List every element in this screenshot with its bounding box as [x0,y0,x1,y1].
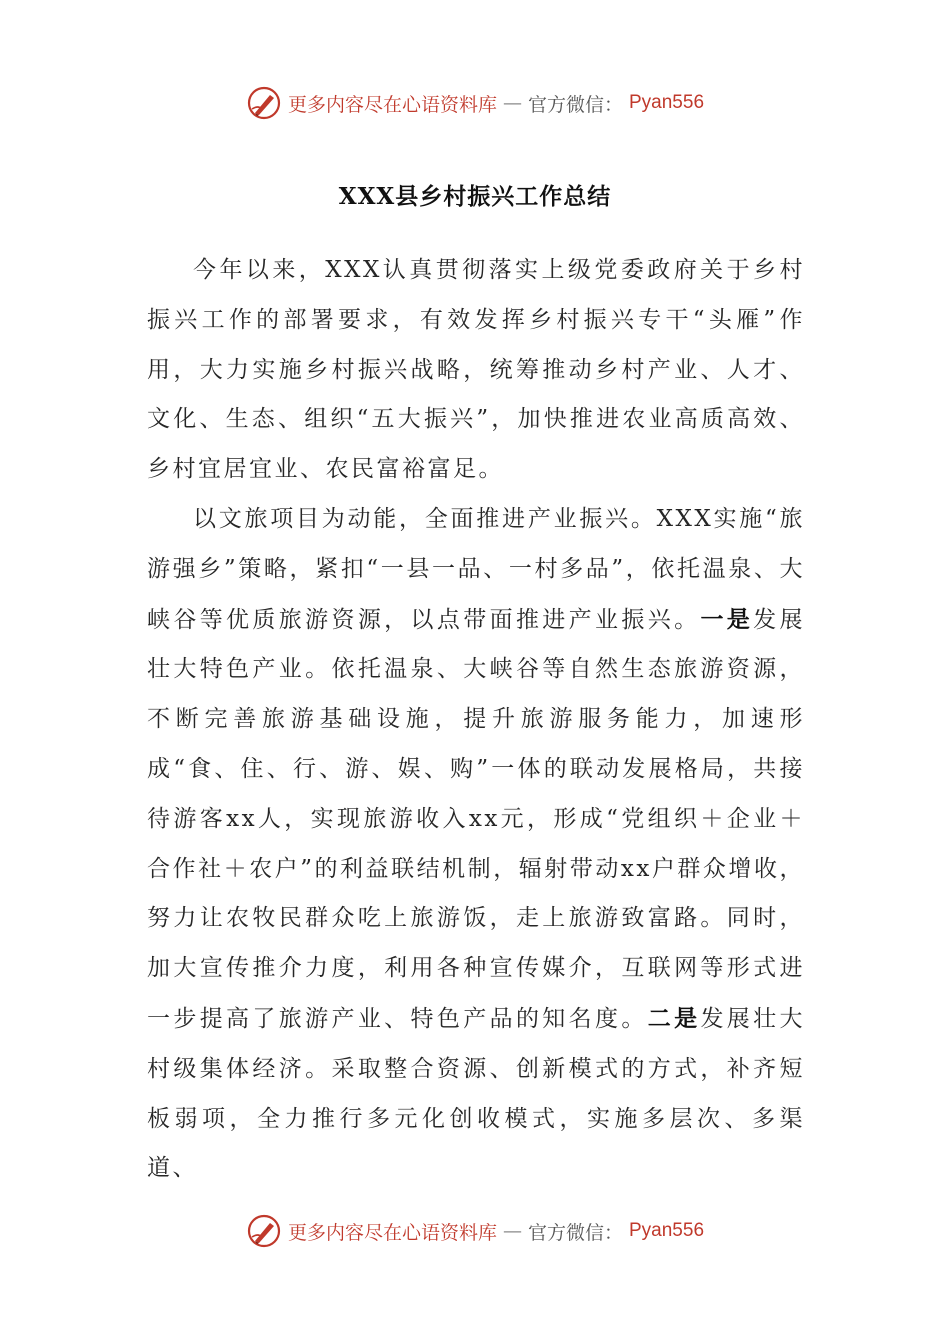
banner-brand-text: 更多内容尽在心语资料库 [287,1221,497,1244]
paragraph-industry-lead: 以文旅项目为动能，全面推进产业振兴。XXX实施“旅游强乡”策略，紧扣“一县一品、一村多品”，依托温泉、大峡谷等优质旅游资源，以点带面推进产业振兴。 [147,505,805,633]
banner-separator: — [502,1220,522,1242]
paragraph-industry [147,495,805,1194]
marker-first: 一是 [700,605,754,633]
banner-wechat-id: Pyan556 [629,92,705,113]
paragraph-industry-second: 发展壮大村级集体经济。采取整合资源、创新模式的方式，补齐短板弱项，全力推行多元化创收模式，实施多层次、多渠道、 [147,1005,806,1182]
footer-banner [0,1211,950,1251]
header-banner [0,83,950,123]
pen-circle-logo-icon [246,1213,282,1249]
banner-wechat-id: Pyan556 [629,1220,705,1241]
banner-wechat-label: 官方微信： [527,93,623,116]
paragraph-intro: 今年以来，XXX认真贯彻落实上级党委政府关于乡村振兴工作的部署要求，有效发挥乡村振兴专干“头雁”作用，大力实施乡村振兴战略，统筹推动乡村产业、人才、文化、生态、组织“五大振兴”，加快推进农业高质高效、乡村宜居宜业、农民富裕富足。 [147,257,805,483]
paragraph-industry-first: 发展壮大特色产业。依托温泉、大峡谷等自然生态旅游资源，不断完善旅游基础设施，提升旅游服务能力，加速形成“食、住、行、游、娱、购”一体的联动发展格局，共接待游客xx人，实现旅游收入xx元，形成“党组织＋企业＋合作社＋农户”的利益联结机制，辐射带动xx户群众增收，努力让农牧民群众吃上旅游饭，走上旅游致富路。同时，加大宣传推介力度，利用各种宣传媒介，互联网等形式进一步提高了旅游产业、特色产品的知名度。 [147,606,806,1032]
banner-wechat-label: 官方微信： [527,1221,623,1244]
document-title: XXX县乡村振兴工作总结 [338,183,612,210]
pen-circle-logo-icon [246,85,282,121]
banner-separator: — [502,92,522,114]
marker-second: 二是 [647,1004,701,1032]
banner-brand-text: 更多内容尽在心语资料库 [287,93,497,116]
document-body [147,246,805,1194]
